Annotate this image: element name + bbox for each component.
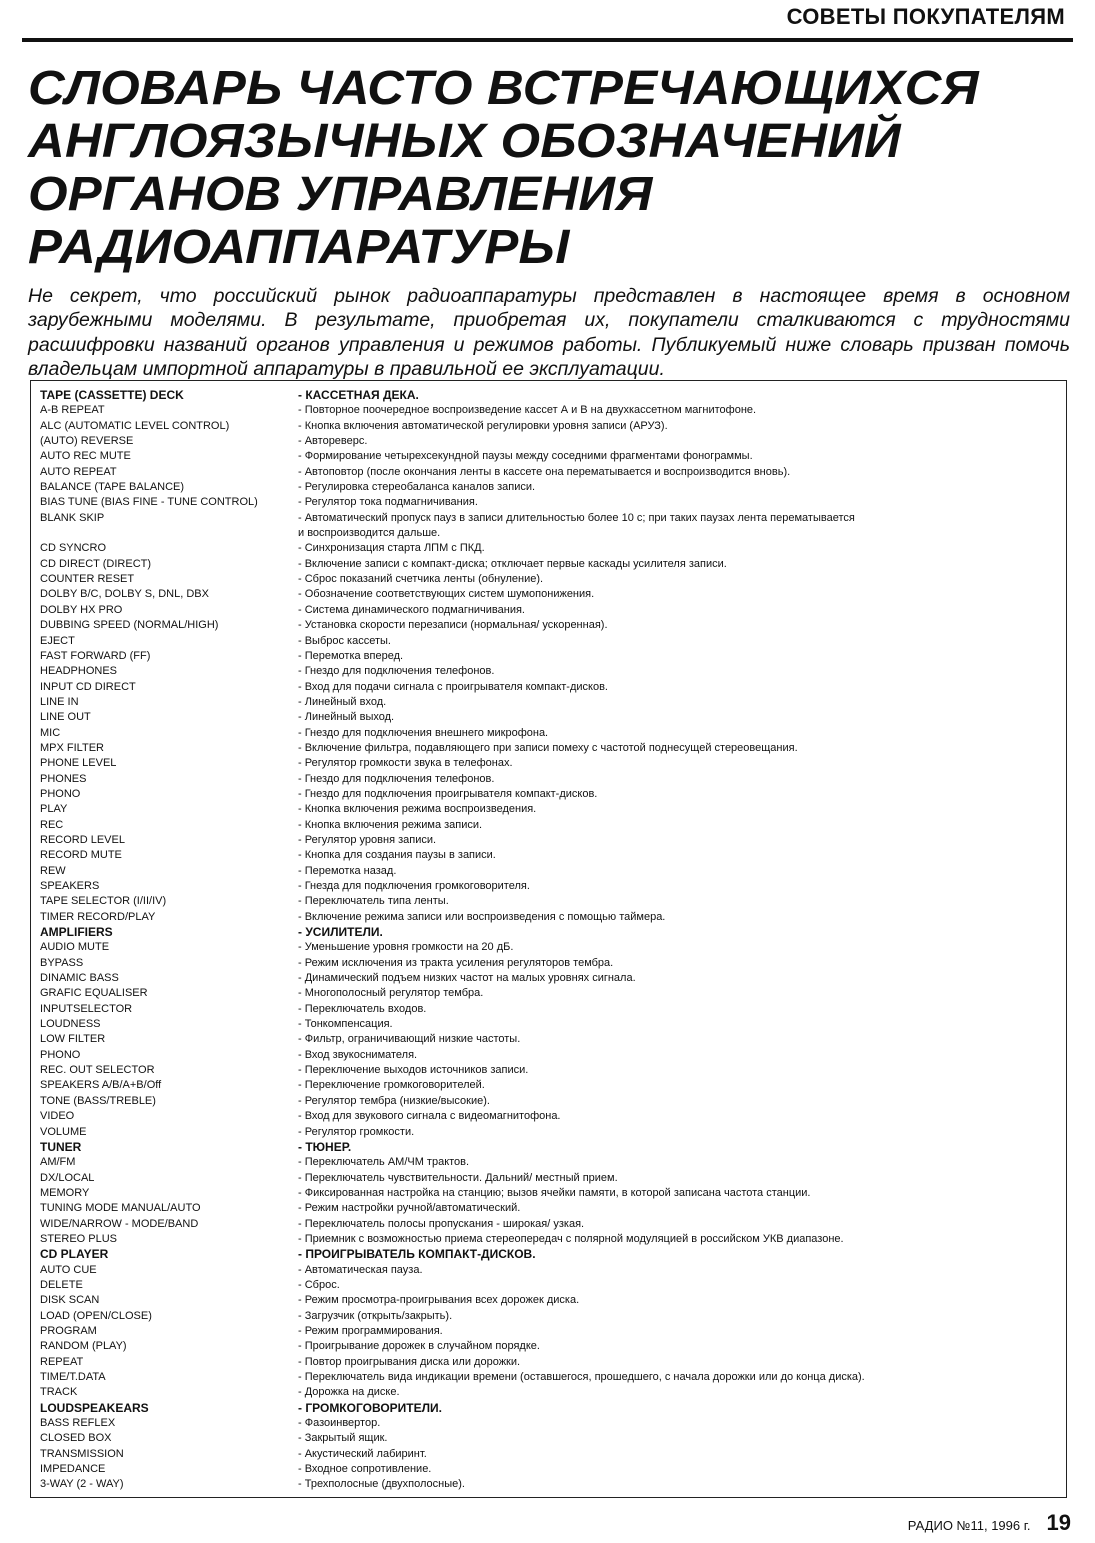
glossary-definition: - Переключение громкоговорителей.	[298, 1079, 485, 1092]
glossary-row	[40, 634, 1066, 649]
glossary-definition: - Тонкомпенсация.	[298, 1018, 393, 1031]
glossary-definition: - Приемник с возможностью приема стереопередач с полярной модуляцией в российском УКВ диапазоне.	[298, 1232, 844, 1245]
glossary-row	[40, 710, 1066, 725]
glossary-definition: - Гнездо для подключения проигрывателя компакт-дисков.	[298, 787, 598, 800]
glossary-definition: - Регулятор уровня записи.	[298, 833, 437, 846]
glossary-definition: - Гнездо для подключения телефонов.	[298, 665, 495, 678]
glossary-term: AMPLIFIERS	[40, 925, 113, 940]
glossary-term: REC	[40, 818, 64, 831]
glossary-definition: - Линейный выход.	[298, 711, 395, 724]
glossary-table	[30, 380, 1067, 1498]
glossary-definition: - Обозначение соответствующих систем шумопонижения.	[298, 588, 595, 601]
glossary-row	[40, 1462, 1066, 1477]
glossary-definition: - Переключатель АМ/ЧМ трактов.	[298, 1156, 470, 1169]
glossary-term: TUNING MODE MANUAL/AUTO	[40, 1202, 201, 1215]
glossary-definition: - Повторное поочередное воспроизведение кассет А и В на двухкассетном магнитофоне.	[298, 404, 757, 417]
glossary-term: TAPE (CASSETTE) DECK	[40, 388, 184, 402]
glossary-definition: - Вход для подачи сигнала с проигрывателя компакт-дисков.	[298, 680, 608, 693]
glossary-definition: - ТЮНЕР.	[298, 1139, 352, 1154]
glossary-term: DOLBY B/C, DOLBY S, DNL, DBX	[40, 588, 209, 601]
glossary-definition: - Режим настройки ручной/автоматический.	[298, 1202, 521, 1215]
glossary-row	[40, 1232, 1066, 1247]
glossary-definition: - Трехполосные (двухполосные).	[298, 1478, 465, 1491]
glossary-term: STEREO PLUS	[40, 1232, 118, 1245]
glossary-row	[40, 1447, 1066, 1462]
glossary-term: SPEAKERS	[40, 880, 100, 892]
glossary-row	[40, 910, 1066, 925]
glossary-definition: - Режим исключения из тракта усиления регуляторов тембра.	[298, 956, 614, 969]
glossary-row	[40, 787, 1066, 802]
glossary-term: AUTO REC MUTE	[40, 450, 131, 463]
glossary-term: EJECT	[40, 634, 75, 647]
glossary-definition: - Регулятор громкости звука в телефонах.	[298, 757, 513, 770]
glossary-term: WIDE/NARROW - MODE/BAND	[40, 1217, 199, 1230]
glossary-row	[40, 664, 1066, 679]
glossary-term: LOAD (OPEN/CLOSE)	[40, 1309, 152, 1322]
glossary-row	[40, 526, 1066, 541]
glossary-term: CD PLAYER	[40, 1247, 109, 1262]
glossary-term: BLANK SKIP	[40, 511, 105, 524]
glossary-row	[40, 1171, 1066, 1186]
glossary-row	[40, 649, 1066, 664]
glossary-term: LINE OUT	[40, 711, 91, 724]
glossary-definition: - Вход для звукового сигнала с видеомагнитофона.	[298, 1110, 561, 1123]
glossary-row	[40, 1155, 1066, 1170]
glossary-term: MIC	[40, 726, 61, 739]
glossary-definition: - Автоматический пропуск пауз в записи длительностью более 10 с; при таких паузах лента перематывается	[298, 511, 855, 524]
glossary-definition: - Загрузчик (открыть/закрыть).	[298, 1309, 453, 1322]
glossary-definition: и воспроизводится дальше.	[298, 527, 441, 540]
glossary-definition: - Регулятор тембра (низкие/высокие).	[298, 1094, 490, 1107]
glossary-term: PLAY	[40, 803, 68, 816]
glossary-row	[40, 1355, 1066, 1370]
glossary-row	[40, 726, 1066, 741]
glossary-row	[40, 1293, 1066, 1308]
glossary-term: AUDIO MUTE	[40, 941, 110, 954]
glossary-row	[40, 449, 1066, 464]
glossary-row	[40, 1370, 1066, 1385]
glossary-row	[40, 1309, 1066, 1324]
glossary-row	[40, 403, 1066, 418]
glossary-row	[40, 741, 1066, 756]
glossary-term: CD DIRECT (DIRECT)	[40, 557, 152, 570]
intro-paragraph: Не секрет, что российский рынок радиоаппаратуры представлен в настоящее время в основном зарубежными моделями. В результате, приобретая их, покупатели сталкиваются с трудностями расшифровки названий органов управления и режимов работы. Публикуемый ниже словарь призван помочь владельцам импортной аппаратуры в правильной ее эксплуатации.	[28, 284, 1070, 380]
glossary-term: RECORD LEVEL	[40, 833, 125, 846]
glossary-term: TONE (BASS/TREBLE)	[40, 1094, 156, 1107]
glossary-term: REC. OUT SELECTOR	[40, 1064, 155, 1077]
glossary-row	[40, 956, 1066, 971]
title-line: ОРГАНОВ УПРАВЛЕНИЯ	[28, 168, 653, 221]
glossary-term: INPUT CD DIRECT	[40, 680, 136, 693]
glossary-definition: - Переключатель входов.	[298, 1002, 427, 1015]
glossary-definition: - Дорожка на диске.	[298, 1386, 400, 1399]
glossary-term: TIME/T.DATA	[40, 1371, 106, 1383]
glossary-term: PHONES	[40, 772, 87, 785]
glossary-term: TRANSMISSION	[40, 1447, 124, 1460]
glossary-term: TRACK	[40, 1386, 78, 1399]
glossary-term: PHONO	[40, 787, 81, 800]
glossary-row	[40, 572, 1066, 587]
glossary-term: MPX FILTER	[40, 741, 104, 754]
glossary-definition: - Регулировка стереобаланса каналов записи.	[298, 481, 536, 494]
glossary-row	[40, 1324, 1066, 1339]
glossary-term: AUTO CUE	[40, 1263, 97, 1276]
glossary-definition: - Режим просмотра-проигрывания всех дорожек диска.	[298, 1294, 580, 1307]
glossary-row	[40, 879, 1066, 894]
glossary-term: GRAFIC EQUALISER	[40, 987, 148, 1000]
glossary-term: MEMORY	[40, 1186, 90, 1199]
glossary-definition: - Установка скорости перезаписи (нормальная/ ускоренная).	[298, 619, 608, 632]
glossary-term: REPEAT	[40, 1355, 84, 1368]
glossary-definition: - Включение фильтра, подавляющего при записи помеху с частотой поднесущей стереовещания.	[298, 741, 798, 754]
glossary-definition: - Гнезда для подключения громкоговорителя.	[298, 880, 530, 892]
glossary-row	[40, 894, 1066, 909]
glossary-definition: - Многополосный регулятор тембра.	[298, 987, 484, 1000]
glossary-term: BALANCE (TAPE BALANCE)	[40, 481, 185, 494]
glossary-term: DUBBING SPEED (NORMAL/HIGH)	[40, 619, 219, 632]
glossary-row	[40, 419, 1066, 434]
glossary-row	[40, 1201, 1066, 1216]
title-line: СЛОВАРЬ ЧАСТО ВСТРЕЧАЮЩИХСЯ	[28, 62, 979, 115]
glossary-section-row	[40, 925, 1066, 940]
glossary-term: BASS REFLEX	[40, 1417, 116, 1430]
glossary-row	[40, 1278, 1066, 1293]
glossary-term: INPUTSELECTOR	[40, 1002, 133, 1015]
glossary-definition: - Автоматическая пауза.	[298, 1263, 423, 1276]
glossary-definition: - Перемотка вперед.	[298, 649, 404, 662]
glossary-term: BIAS TUNE (BIAS FINE - TUNE CONTROL)	[40, 496, 258, 509]
glossary-definition: - Включение режима записи или воспроизведения с помощью таймера.	[298, 910, 666, 923]
glossary-definition: - Сброс.	[298, 1278, 340, 1291]
title-line: АНГЛОЯЗЫЧНЫХ ОБОЗНАЧЕНИЙ	[28, 115, 901, 168]
glossary-definition: - Фазоинвертор.	[298, 1417, 381, 1430]
glossary-definition: - Фильтр, ограничивающий низкие частоты.	[298, 1033, 521, 1046]
glossary-definition: - Система динамического подмагничивания.	[298, 603, 525, 616]
glossary-row	[40, 1109, 1066, 1124]
glossary-term: VOLUME	[40, 1125, 87, 1138]
glossary-definition: - Динамический подъем низких частот на малых уровнях сигнала.	[298, 972, 636, 985]
glossary-definition: - Повтор проигрывания диска или дорожки.	[298, 1355, 521, 1368]
glossary-definition: - Уменьшение уровня громкости на 20 дБ.	[298, 941, 514, 954]
glossary-row	[40, 1063, 1066, 1078]
glossary-definition: - Режим программирования.	[298, 1324, 443, 1337]
glossary-term: CLOSED BOX	[40, 1432, 112, 1445]
glossary-term: DX/LOCAL	[40, 1171, 95, 1184]
glossary-row	[40, 495, 1066, 510]
glossary-term: DINAMIC BASS	[40, 972, 119, 985]
glossary-definition: - Автореверс.	[298, 435, 368, 448]
glossary-row	[40, 1048, 1066, 1063]
glossary-term: PHONO	[40, 1048, 81, 1061]
glossary-row	[40, 465, 1066, 480]
glossary-row	[40, 511, 1066, 526]
glossary-row	[40, 1385, 1066, 1400]
glossary-term: BYPASS	[40, 956, 84, 969]
glossary-row	[40, 541, 1066, 556]
glossary-term: CD SYNCRO	[40, 542, 107, 555]
glossary-definition: - Регулятор тока подмагничивания.	[298, 496, 478, 509]
glossary-term: DOLBY HX PRO	[40, 603, 123, 616]
glossary-row	[40, 864, 1066, 879]
glossary-definition: - Кнопка включения режима записи.	[298, 818, 483, 831]
glossary-term: RANDOM (PLAY)	[40, 1340, 127, 1353]
glossary-section-row	[40, 1140, 1066, 1155]
glossary-term: COUNTER RESET	[40, 573, 135, 586]
glossary-definition: - Кнопка включения режима воспроизведения.	[298, 803, 537, 816]
glossary-row	[40, 940, 1066, 955]
glossary-row	[40, 434, 1066, 449]
glossary-row	[40, 833, 1066, 848]
glossary-definition: - Кнопка для создания паузы в записи.	[298, 849, 496, 862]
header-rule	[22, 38, 1073, 42]
glossary-definition: - Переключатель типа ленты.	[298, 895, 449, 908]
glossary-row	[40, 557, 1066, 572]
glossary-row	[40, 1416, 1066, 1431]
section-header: СОВЕТЫ ПОКУПАТЕЛЯМ	[786, 4, 1065, 29]
title-line: РАДИОАППАРАТУРЫ	[28, 221, 570, 274]
glossary-definition: - Гнездо для подключения телефонов.	[298, 772, 495, 785]
glossary-definition: - Гнездо для подключения внешнего микрофона.	[298, 726, 549, 739]
glossary-term: LOUDNESS	[40, 1018, 101, 1031]
glossary-row	[40, 480, 1066, 495]
glossary-term: TIMER RECORD/PLAY	[40, 910, 156, 923]
glossary-row	[40, 818, 1066, 833]
glossary-definition: - Проигрывание дорожек в случайном порядке.	[298, 1340, 540, 1353]
glossary-term: AM/FM	[40, 1156, 76, 1169]
glossary-definition: - Закрытый ящик.	[298, 1432, 388, 1445]
glossary-definition: - Переключатель полосы пропускания - широкая/ узкая.	[298, 1217, 585, 1230]
glossary-row	[40, 971, 1066, 986]
glossary-definition: - Перемотка назад.	[298, 864, 397, 877]
glossary-definition: - Акустический лабиринт.	[298, 1447, 427, 1460]
glossary-row	[40, 802, 1066, 817]
glossary-definition: - Сброс показаний счетчика ленты (обнуление).	[298, 573, 544, 586]
glossary-term: 3-WAY (2 - WAY)	[40, 1478, 124, 1491]
issue-label: РАДИО №11, 1996 г.	[907, 1518, 1031, 1533]
glossary-row	[40, 603, 1066, 618]
glossary-row	[40, 1217, 1066, 1232]
glossary-term: SPEAKERS A/B/A+B/Off	[40, 1079, 162, 1092]
glossary-row	[40, 1002, 1066, 1017]
glossary-definition: - Формирование четырехсекундной паузы между соседними фрагментами фонограммы.	[298, 450, 753, 463]
glossary-definition: - Линейный вход.	[298, 695, 387, 708]
glossary-term: A-B REPEAT	[40, 404, 105, 417]
glossary-definition: - Включение записи с компакт-диска; отключает первые каскады усилителя записи.	[298, 557, 727, 570]
glossary-row	[40, 1339, 1066, 1354]
glossary-term: (AUTO) REVERSE	[40, 435, 134, 448]
glossary-term: DISK SCAN	[40, 1294, 100, 1307]
glossary-definition: - КАССЕТНАЯ ДЕКА.	[298, 388, 419, 402]
glossary-row	[40, 1017, 1066, 1032]
glossary-section-row	[40, 388, 1066, 403]
glossary-section-row	[40, 1247, 1066, 1262]
glossary-term: TUNER	[40, 1139, 82, 1154]
glossary-row	[40, 695, 1066, 710]
glossary-term: LOUDSPEAKEARS	[40, 1400, 149, 1415]
glossary-row	[40, 1094, 1066, 1109]
glossary-definition: - Вход звукоснимателя.	[298, 1048, 418, 1061]
glossary-row	[40, 1431, 1066, 1446]
article-title	[28, 62, 1095, 274]
glossary-row	[40, 587, 1066, 602]
glossary-row	[40, 1078, 1066, 1093]
glossary-row	[40, 772, 1066, 787]
glossary-definition: - Регулятор громкости.	[298, 1125, 415, 1138]
glossary-term: VIDEO	[40, 1110, 75, 1123]
glossary-row	[40, 1186, 1066, 1201]
glossary-definition: - Фиксированная настройка на станцию; вызов ячейки памяти, в которой записана частота станции.	[298, 1186, 811, 1199]
glossary-definition: - ПРОИГРЫВАТЕЛЬ КОМПАКТ-ДИСКОВ.	[298, 1247, 536, 1262]
glossary-term: ALC (AUTOMATIC LEVEL CONTROL)	[40, 419, 230, 432]
glossary-row	[40, 618, 1066, 633]
glossary-row	[40, 986, 1066, 1001]
glossary-row	[40, 1263, 1066, 1278]
glossary-definition: - Выброс кассеты.	[298, 634, 391, 647]
glossary-row	[40, 848, 1066, 863]
glossary-definition: - Переключатель вида индикации времени (оставшегося, прошедшего, с начала дорожки или до конца диска).	[298, 1371, 865, 1383]
glossary-term: PROGRAM	[40, 1324, 97, 1337]
glossary-row	[40, 756, 1066, 771]
glossary-definition: - УСИЛИТЕЛИ.	[298, 925, 383, 940]
glossary-term: HEADPHONES	[40, 665, 118, 678]
glossary-definition: - ГРОМКОГОВОРИТЕЛИ.	[298, 1400, 442, 1415]
glossary-term: LOW FILTER	[40, 1033, 106, 1046]
glossary-row	[40, 680, 1066, 695]
glossary-definition: - Переключение выходов источников записи.	[298, 1064, 529, 1077]
page-footer	[908, 1510, 1071, 1536]
glossary-row	[40, 1125, 1066, 1140]
glossary-term: AUTO REPEAT	[40, 465, 117, 478]
glossary-term: LINE IN	[40, 695, 79, 708]
glossary-term: RECORD MUTE	[40, 849, 122, 862]
glossary-section-row	[40, 1401, 1066, 1416]
glossary-definition: - Входное сопротивление.	[298, 1463, 432, 1476]
glossary-definition: - Кнопка включения автоматической регулировки уровня записи (АРУЗ).	[298, 419, 668, 432]
glossary-term: FAST FORWARD (FF)	[40, 649, 151, 662]
glossary-definition: - Автоповтор (после окончания ленты в кассете она перематывается и воспроизводится вновь).	[298, 465, 791, 478]
glossary-row	[40, 1477, 1066, 1492]
glossary-term: PHONE LEVEL	[40, 757, 117, 770]
glossary-definition: - Синхронизация старта ЛПМ с ПКД.	[298, 542, 485, 555]
glossary-term: REW	[40, 864, 66, 877]
glossary-term: DELETE	[40, 1278, 83, 1291]
glossary-term: IMPEDANCE	[40, 1463, 106, 1476]
glossary-row	[40, 1032, 1066, 1047]
glossary-definition: - Переключатель чувствительности. Дальний/ местный прием.	[298, 1171, 618, 1184]
page-number: 19	[1046, 1510, 1071, 1535]
glossary-term: TAPE SELECTOR (I/II/IV)	[40, 895, 167, 908]
